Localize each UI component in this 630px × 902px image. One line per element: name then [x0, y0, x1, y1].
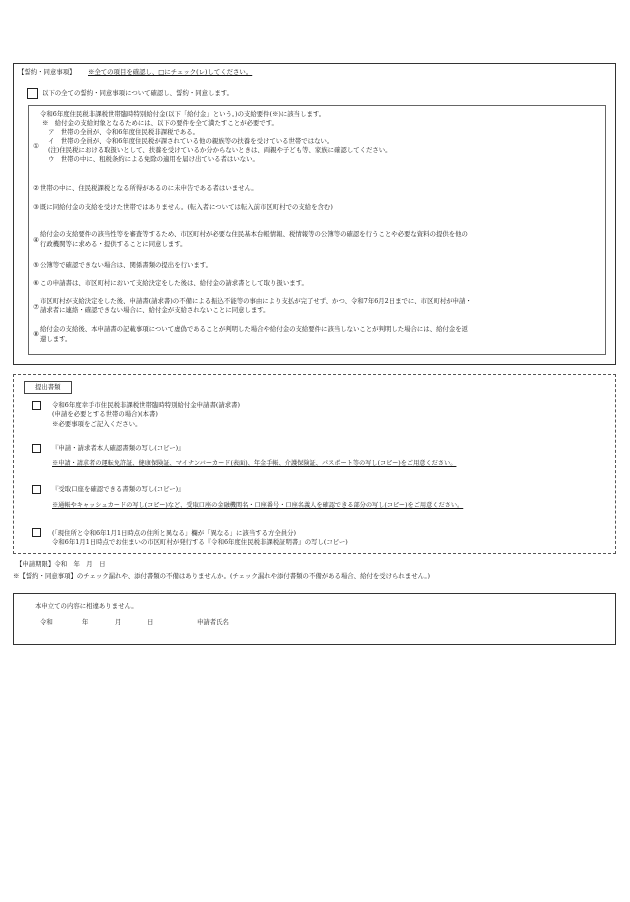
item5-number: ⑤: [33, 261, 39, 269]
item1-line1: 令和6年度住民税非課税世帯臨時特別給付金(以下「給付金」という。)の支給要件(※)に該当します。: [40, 110, 326, 118]
item2-number: ②: [33, 184, 39, 192]
application-deadline: 【申請期限】令和 年 月 日: [16, 560, 106, 568]
item4-number: ④: [33, 236, 39, 244]
item1-number: ①: [33, 142, 39, 150]
agree-all-label: 以下の全ての誓約・同意事項について確認し、誓約・同意します。: [42, 89, 234, 97]
item5-text: 公簿等で確認できない場合は、関係書類の提出を行います。: [40, 261, 213, 269]
item4-line2: 行政機関等に求める・提供することに同意します。: [40, 240, 187, 248]
doc4-line1: (「現住所と令和6年1月1日時点の住所と異なる」欄が「異なる」に該当する方全員分): [52, 529, 297, 537]
sign-statement: 本申立ての内容に相違ありません。: [35, 602, 138, 610]
doc4-line2: 令和6年1月1日時点でお住まいの市区町村が発行する『令和6年度住民税非課税証明書』の写し(コピー): [52, 538, 348, 546]
oath-header-note: ※全ての項目を確認し、□にチェック(レ)してください。: [88, 68, 253, 76]
doc3-checkbox[interactable]: [32, 485, 41, 494]
sign-month-label: 月: [115, 618, 122, 626]
sign-era-label: 令和: [40, 618, 53, 626]
item1-line2: ※ 給付金の支給対象となるためには、以下の要件を全て満たすことが必要です。: [42, 119, 278, 127]
doc4-checkbox[interactable]: [32, 528, 41, 537]
item8-line1: 給付金の支給後、本申請書の記載事項について虚偽であることが判明した場合や給付金の支給要件に該当しないことが判明した場合には、給付金を返: [40, 325, 469, 333]
signature-section: [13, 593, 616, 645]
item1-line-i: イ 世帯の全員が、令和6年度住民税が課されている他の親族等の扶養を受けている世帯ではない。: [48, 137, 334, 145]
sign-year-label: 年: [82, 618, 89, 626]
item4-line1: 給付金の支給要件の該当性等を審査等するため、市区町村が必要な住民基本台帳情報、税情報等の公簿等の確認を行うことや必要な資料の提供を他の: [40, 230, 468, 238]
item7-line1: 市区町村が支給決定をした後、申請書(請求書)の不備による振込不能等の事由により支払が完了せず、かつ、令和7年6月2日までに、市区町村が申請・: [40, 297, 472, 305]
item1-line-note: (注)住民税における取扱いとして、扶養を受けているか分からないときは、両親や子ども等、家族に確認してください。: [48, 146, 392, 154]
doc2-note: ※申請・請求者の運転免許証、健康保険証、マイナンバーカード(表面)、年金手帳、介護保険証、パスポート等の写し(コピー)をご用意ください。: [52, 460, 457, 467]
sign-day-label: 日: [147, 618, 154, 626]
item7-line2: 請求者に連絡・確認できない場合に、給付金が支給されないことに同意します。: [40, 306, 270, 314]
item7-number: ⑦: [33, 303, 39, 311]
doc2-checkbox[interactable]: [32, 444, 41, 453]
oath-header-title: 【誓約・同意事項】: [18, 68, 76, 76]
doc1-line1: 令和6年度幸手市住民税非課税世帯臨時特別給付金申請書(請求書): [52, 401, 240, 409]
doc1-line2: (申請を必要とする世帯の場合)(本書): [52, 410, 158, 418]
item8-number: ⑧: [33, 330, 39, 338]
item6-number: ⑥: [33, 279, 39, 287]
item2-text: 世帯の中に、住民税課税となる所得があるのに未申告である者はいません。: [40, 184, 258, 192]
doc1-line3: ※必要事項をご記入ください。: [52, 420, 142, 428]
item3-number: ③: [33, 203, 39, 211]
checklist-warning: ※【誓約・同意事項】のチェック漏れや、添付書類の不備はありませんか。(チェック漏れや添付書類の不備がある場合、給付を受けられません。): [13, 572, 431, 580]
item1-line-u: ウ 世帯の中に、租税条約による免除の適用を届け出ている者はいない。: [48, 155, 259, 163]
doc1-checkbox[interactable]: [32, 401, 41, 410]
item3-text: 既に同給付金の支給を受けた世帯ではありません。(転入者については転入前市区町村での支給を含む): [40, 203, 333, 211]
doc2-title: 『申請・請求者本人確認書類の写し(コピー)』: [52, 444, 185, 452]
item6-text: この申請書は、市区町村において支給決定をした後は、給付金の請求書として取り扱います。: [40, 279, 308, 287]
item1-line-a: ア 世帯の全員が、令和6年度住民税非課税である。: [48, 128, 200, 136]
doc3-note: ※通帳やキャッシュカードの写し(コピー)など、受取口座の金融機関名・口座番号・口座名義人を確認できる部分の写し(コピー)をご用意ください。: [52, 502, 464, 509]
agree-all-checkbox[interactable]: [27, 88, 38, 99]
docs-title: 提出書類: [24, 381, 72, 394]
applicant-name-label: 申請者氏名: [197, 618, 229, 626]
doc3-title: 『受取口座を確認できる書類の写し(コピー)』: [52, 485, 185, 493]
item8-line2: 還します。: [40, 335, 72, 343]
